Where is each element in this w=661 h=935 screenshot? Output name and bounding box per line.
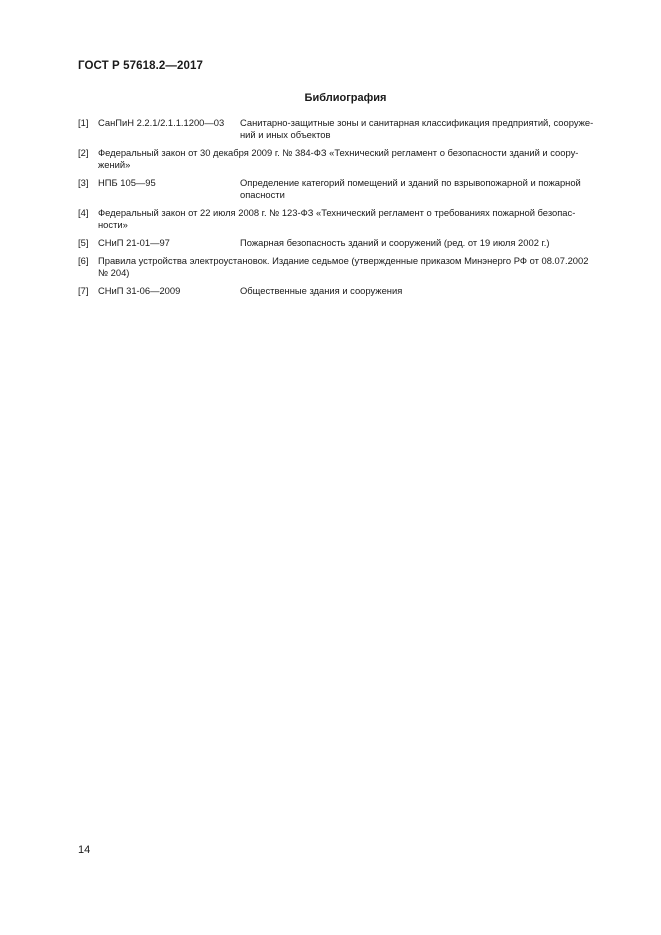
entry-description-line: Пожарная безопасность зданий и сооружений (ред. от 19 июля 2002 г.) bbox=[240, 237, 550, 248]
entry-number: [7] bbox=[78, 285, 89, 296]
bibliography-entry-5 bbox=[78, 237, 614, 249]
entry-code: СНиП 21-01—97 bbox=[98, 237, 170, 248]
entry-number: [2] bbox=[78, 147, 89, 158]
entry-description bbox=[240, 177, 614, 201]
bibliography-entry-7 bbox=[78, 285, 614, 297]
entry-number: [6] bbox=[78, 255, 89, 266]
entry-code: СанПиН 2.2.1/2.1.1.1200—03 bbox=[98, 117, 225, 128]
entry-number: [5] bbox=[78, 237, 89, 248]
page-number: 14 bbox=[78, 844, 91, 856]
entry-text-line: Федеральный закон от 22 июля 2008 г. № 123-ФЗ «Технический регламент о требованиях пожарной безопас- bbox=[98, 207, 576, 218]
entry-number: [4] bbox=[78, 207, 89, 218]
entry-description bbox=[240, 117, 614, 141]
document-header: ГОСТ Р 57618.2—2017 bbox=[78, 60, 203, 72]
entry-code: СНиП 31-06—2009 bbox=[98, 285, 181, 296]
bibliography-entry-2 bbox=[78, 147, 614, 171]
entry-description-line: опасности bbox=[240, 189, 285, 200]
entry-text-line: жений» bbox=[98, 159, 131, 170]
entry-description bbox=[240, 285, 614, 297]
entry-text-line: Правила устройства электроустановок. Издание седьмое (утвержденные приказом Минэнерго РФ от 08.07.2002 bbox=[98, 255, 589, 266]
bibliography-title: Библиография bbox=[304, 92, 387, 104]
entry-description bbox=[240, 237, 614, 249]
entry-text-line: № 204) bbox=[98, 267, 130, 278]
entry-description-line: Определение категорий помещений и зданий по взрывопожарной и пожарной bbox=[240, 177, 581, 188]
bibliography-entry-6 bbox=[78, 255, 614, 279]
entry-code: НПБ 105—95 bbox=[98, 177, 156, 188]
entry-number: [3] bbox=[78, 177, 89, 188]
bibliography-entry-1 bbox=[78, 117, 614, 141]
entry-description-line: Общественные здания и сооружения bbox=[240, 285, 403, 296]
bibliography-entry-4 bbox=[78, 207, 614, 231]
bibliography-entry-3 bbox=[78, 177, 614, 201]
entry-number: [1] bbox=[78, 117, 89, 128]
entry-description-line: ний и иных объектов bbox=[240, 129, 331, 140]
entry-text-line: ности» bbox=[98, 219, 128, 230]
bibliography-list bbox=[78, 117, 614, 303]
entry-description-line: Санитарно-защитные зоны и санитарная классификация предприятий, сооруже- bbox=[240, 117, 594, 128]
entry-text-line: Федеральный закон от 30 декабря 2009 г. № 384-ФЗ «Технический регламент о безопасности зданий и соору- bbox=[98, 147, 579, 158]
